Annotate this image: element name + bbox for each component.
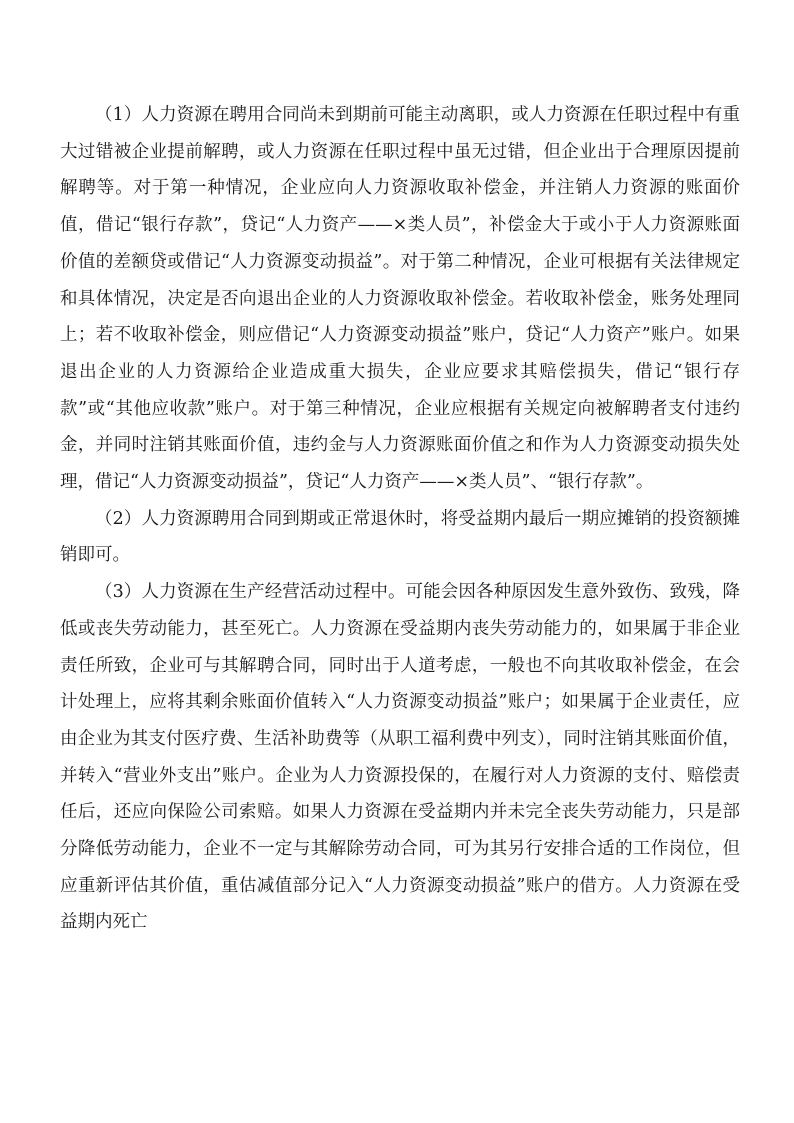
document-body (60, 97, 740, 941)
paragraph-3: （3）人力资源在生产经营活动过程中。可能会因各种原因发生意外致伤、致残，降低或丧失劳动能力，甚至死亡。人力资源在受益期内丧失劳动能力的，如果属于非企业责任所致，企业可与其解聘合同，同时出于人道考虑，一般也不向其收取补偿金，在会计处理上，应将其剩余账面价值转入“人力资源变动损益”账户；如果属于企业责任，应由企业为其支付医疗费、生活补助费等（从职工福利费中列支），同时注销其账面价值，并转入“营业外支出”账户。企业为人力资源投保的，在履行对人力资源的支付、赔偿责任后，还应向保险公司索赔。如果人力资源在受益期内并未完全丧失劳动能力，只是部分降低劳动能力，企业不一定与其解除劳动合同，可为其另行安排合适的工作岗位，但应重新评估其价值，重估减值部分记入“人力资源变动损益”账户的借方。人力资源在受益期内死亡 (60, 582, 740, 933)
paragraph-1: （1）人力资源在聘用合同尚未到期前可能主动离职，或人力资源在任职过程中有重大过错被企业提前解聘，或人力资源在任职过程中虽无过错，但企业出于合理原因提前解聘等。对于第一种情况，企业应向人力资源收取补偿金，并注销人力资源的账面价值，借记“银行存款”，贷记“人力资产——×类人员”，补偿金大于或小于人力资源账面价值的差额贷或借记“人力资源变动损益”。对于第二种情况，企业可根据有关法律规定和具体情况，决定是否向退出企业的人力资源收取补偿金。若收取补偿金，账务处理同上；若不收取补偿金，则应借记“人力资源变动损益”账户，贷记“人力资产”账户。如果退出企业的人力资源给企业造成重大损失，企业应要求其赔偿损失，借记“银行存款”或“其他应收款”账户。对于第三种情况，企业应根据有关规定向被解聘者支付违约金，并同时注销其账面价值，违约金与人力资源账面价值之和作为人力资源变动损失处理，借记“人力资源变动损益”，贷记“人力资产——×类人员”、“银行存款”。 (60, 105, 740, 493)
paragraph-2: （2）人力资源聘用合同到期或正常退休时，将受益期内最后一期应摊销的投资额摊销即可。 (60, 508, 740, 566)
